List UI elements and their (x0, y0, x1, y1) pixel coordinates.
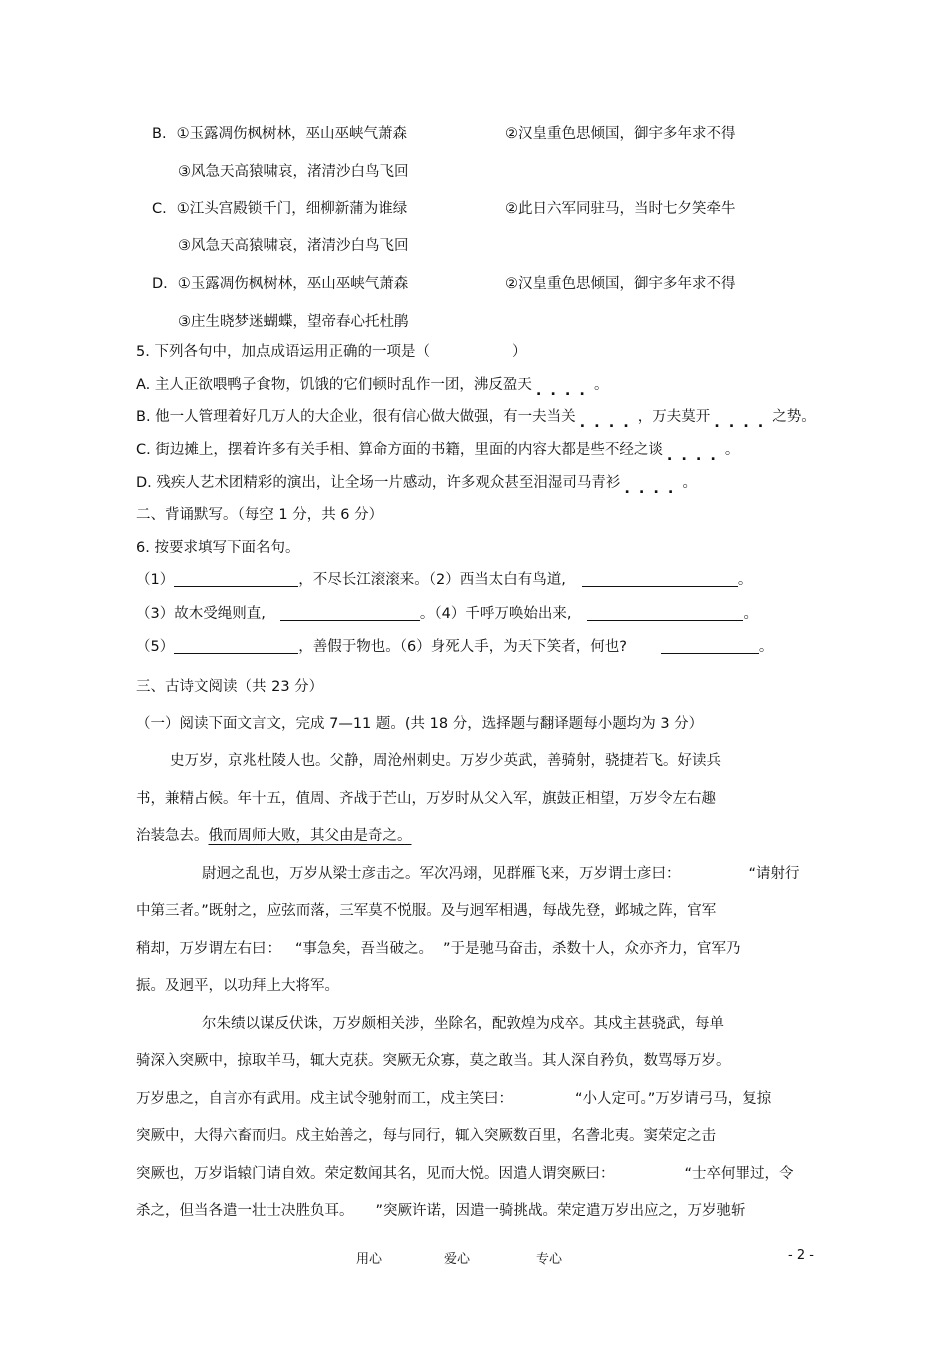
q6-row-2: （3）故木受绳则直, 。（4）千呼万唤始出来, 。 (136, 606, 758, 622)
q6-row-1: （1） ，不尽长江滚滚来。（2）西当太白有鸟道, 。 (136, 572, 753, 588)
q5-option-c: C. 街边摊上，摆着许多有关手相、算命方面的书籍，里面的内容大都是些不经之谈 ....。 (136, 442, 740, 464)
q4-option-c-item3: ③风急天高猿啸哀，渚清沙白鸟飞回 (178, 238, 409, 254)
q4-option-d-item3: ③庄生晓梦迷蝴蝶，望帝春心托杜鹃 (178, 314, 409, 330)
passage-line: 治装急去。俄而周师大败，其父由是奇之。 (136, 828, 412, 844)
q5-stem: 5. 下列各句中，加点成语运用正确的一项是（ ） (136, 344, 527, 360)
passage-line: 尔朱绩以谋反伏诛，万岁颇相关涉，坐除名，配敦煌为戍卒。其戍主甚骁武，每单 (202, 1016, 724, 1032)
q4-option-b-item1: B. ①玉露凋伤枫树林，巫山巫峡气萧森 (152, 126, 408, 142)
fill-blank-4[interactable] (587, 605, 743, 621)
q4-option-c-item2: ②此日六军同驻马，当时七夕笑牵牛 (505, 201, 736, 217)
passage-line: 杀之，但当各遣一壮士决胜负耳。 ”突厥许诺，因遣一骑挑战。荣定遣万岁出应之，万岁驰斩 (136, 1203, 746, 1219)
q4-option-d-item2: ②汉皇重色思倾国，御宇多年求不得 (505, 276, 736, 292)
q5-option-d: D. 残疾人艺术团精彩的演出，让全场一片感动，许多观众甚至泪湿司马青衫 ....。 (136, 475, 697, 497)
footer-word-2: 爱心 (444, 1252, 471, 1267)
passage-line: 书，兼精占候。年十五，值周、齐战于芒山，万岁时从父入军，旗鼓正相望，万岁令左右趣 (136, 791, 716, 807)
footer-word-1: 用心 (356, 1252, 383, 1267)
passage-line: 史万岁，京兆杜陵人也。父静，周沧州刺史。万岁少英武，善骑射，骁捷若飞。好读兵 (170, 753, 721, 769)
fill-blank-3[interactable] (280, 605, 420, 621)
q4-option-b-item3: ③风急天高猿啸哀，渚清沙白鸟飞回 (178, 164, 409, 180)
footer-word-3: 专心 (536, 1252, 563, 1267)
q4-option-b-item2: ②汉皇重色思倾国，御宇多年求不得 (505, 126, 736, 142)
section3-subheading: （一）阅读下面文言文，完成 7—11 题。(共 18 分，选择题与翻译题每小题均为 3 分） (136, 716, 704, 732)
passage-line: 万岁患之，自言亦有武用。戍主试令驰射而工，戍主笑曰： “小人定可。”万岁请弓马，复掠 (136, 1091, 772, 1107)
passage-line: 中第三者。”既射之，应弦而落，三军莫不悦服。及与迥军相遇，每战先登，邺城之阵，官军 (136, 903, 717, 919)
q4-option-c-item1: C. ①江头宫殿锁千门，细柳新蒲为谁绿 (152, 201, 408, 217)
q6-stem: 6. 按要求填写下面名句。 (136, 540, 300, 556)
fill-blank-1[interactable] (174, 571, 298, 587)
passage-line: 稍却，万岁谓左右曰： “事急矣，吾当破之。 ”于是驰马奋击，杀数十人，众亦齐力，官军乃 (136, 941, 741, 957)
q5-option-b: B. 他一人管理着好几万人的大企业，很有信心做大做强，有一夫当关 ....，万夫莫开 ....之势。 (136, 409, 816, 431)
passage-line: 骑深入突厥中，掠取羊马，辄大克获。突厥无众寡，莫之敢当。其人深自矜负，数骂辱万岁。 (136, 1053, 731, 1069)
page-number: - 2 - (788, 1248, 814, 1263)
underlined-sentence: 俄而周师大败，其父由是奇之。 (208, 828, 412, 844)
passage-line: 尉迥之乱也，万岁从梁士彦击之。军次冯翊，见群雁飞来，万岁谓士彦曰： “请射行 (202, 866, 800, 882)
passage-line: 突厥中，大得六畜而归。戍主始善之，每与同行，辄入突厥数百里，名詟北夷。窦荣定之击 (136, 1128, 716, 1144)
section3-heading: 三、古诗文阅读（共 23 分） (136, 679, 324, 695)
passage-line: 突厥也，万岁诣辕门请自效。荣定数闻其名，见而大悦。因遣人谓突厥曰： “士卒何罪过，令 (136, 1166, 794, 1182)
fill-blank-6[interactable] (661, 638, 759, 654)
q6-row-3: （5） ，善假于物也。（6）身死人手，为天下笑者，何也? 。 (136, 639, 774, 655)
passage-line: 振。及迥平，以功拜上大将军。 (136, 978, 339, 994)
fill-blank-5[interactable] (174, 638, 298, 654)
q5-option-a: A. 主人正欲喂鸭子食物，饥饿的它们顿时乱作一团，沸反盈天 ....。 (136, 377, 609, 399)
fill-blank-2[interactable] (582, 571, 738, 587)
section2-heading: 二、背诵默写。（每空 1 分，共 6 分） (136, 507, 384, 523)
q4-option-d-item1: D. ①玉露凋伤枫树林，巫山巫峡气萧森 (152, 276, 409, 292)
